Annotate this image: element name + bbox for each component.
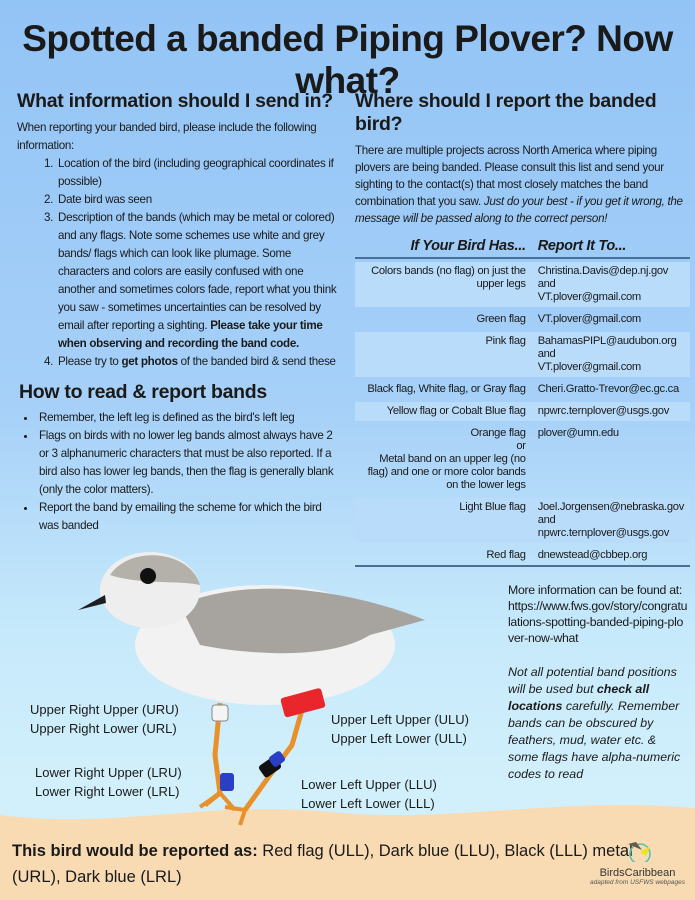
credit-text: adapted from USFWS webpages (589, 879, 686, 886)
dark-blue-band-lrl (220, 773, 234, 791)
col-header: If Your Bird Has... (355, 240, 532, 259)
contact-email[interactable]: plover@umn.edu (537, 427, 619, 439)
info-heading: What information should I send in? (17, 90, 333, 112)
band-description: Red flag (355, 546, 532, 567)
note-text: Not all potential band positions will be used but check all locations carefully. Remember bands can be obscured by feathers, mud, water etc. & some flags have alpha-numeric codes to read (508, 665, 681, 781)
example-report: This bird would be reported as: Red flag (ULL), Dark blue (LLU), Black (LLL) metal (URL), Dark blue (LRL) (12, 842, 633, 886)
label-ulu: Upper Left Upper (ULU) (331, 712, 469, 727)
report-intro: There are multiple projects across North America where piping plovers are being banded. Please consult this list and send your sighting to the contact(s) that most closely matches the band combination that you saw. Just do your best - if you get it wrong, the message will be passed along to the correct person! (355, 144, 683, 225)
band-description: Black flag, White flag, or Gray flag (367, 383, 526, 395)
label-ull: Upper Left Lower (ULL) (331, 731, 467, 746)
contact-email[interactable]: dnewstead@cbbep.org (532, 546, 690, 567)
table-row (355, 262, 690, 307)
label-lrl: Lower Right Lower (LRL) (35, 784, 180, 799)
poster-title: Spotted a banded Piping Plover? Now what? (22, 18, 673, 101)
list-item: 4. Please try to get photos of the banded bird & send these (56, 353, 342, 371)
band-description: Yellow flag or Cobalt Blue flag (355, 402, 532, 421)
table-row (355, 402, 690, 421)
band-description: Green flag (476, 313, 526, 325)
table-row (355, 380, 690, 399)
band-description: Orange flag or Metal band on an upper leg (no flag) and one or more color bands on the lower legs (367, 427, 526, 491)
label-llu: Lower Left Upper (LLU) (301, 777, 437, 792)
list-item: • Flags on birds with no lower leg bands almost always have 2 or 3 alphanumeric characters that must be also reported. If a bird also has lower leg bands, then the flag is generally blank (only the color matters). (37, 427, 342, 499)
band-description: Light Blue flag (355, 498, 532, 543)
label-url: Upper Right Lower (URL) (30, 721, 177, 736)
label-uru: Upper Right Upper (URU) (30, 702, 179, 717)
list-item: 3. Description of the bands (which may be metal or colored) and any flags. Note some schemes use white and grey bands/ flags which can look like plumage. Some characters and colors are easily confused with one another and sometimes colors fade, report what you think you saw - sometimes uncertainties can be resolved by email after reporting a sighting. Please take your time when observing and recording the band code. (56, 209, 342, 353)
read-heading: How to read & report bands (19, 381, 267, 403)
band-description: Pink flag (355, 332, 532, 377)
contact-email[interactable]: BahamasPIPL@audubon.org and VT.plover@gmail.com (532, 332, 690, 377)
contact-email[interactable]: Joel.Jorgensen@nebraska.gov and npwrc.ternplover@usgs.gov (532, 498, 690, 543)
contact-table (355, 237, 690, 570)
table-row (355, 332, 690, 377)
col-header: Report It To... (532, 240, 690, 259)
contact-email[interactable]: Cheri.Gratto-Trevor@ec.gc.ca (537, 383, 679, 395)
list-item: 1. Location of the bird (including geographical coordinates if possible) (56, 155, 342, 191)
label-lru: Lower Right Upper (LRU) (35, 765, 182, 780)
contact-email[interactable]: VT.plover@gmail.com (537, 313, 641, 325)
info-intro: When reporting your banded bird, please include the following information: (17, 121, 317, 152)
bird-logo-icon (618, 840, 658, 862)
read-section (17, 381, 342, 535)
table-row (355, 424, 690, 495)
list-item: 2. Date bird was seen (56, 191, 342, 209)
metal-band-url (212, 705, 228, 721)
table-row (355, 310, 690, 329)
report-heading: Where should I report the banded bird? (355, 90, 657, 135)
contact-email[interactable]: Christina.Davis@dep.nj.gov and VT.plover@gmail.com (532, 262, 690, 307)
list-item: • Report the band by emailing the scheme for which the bird was banded (37, 499, 342, 535)
birdscaribbean-logo: BirdsCaribbean adapted from USFWS webpages (585, 840, 690, 886)
label-lll: Lower Left Lower (LLL) (301, 796, 435, 811)
more-info-text: More information can be found at: https://www.fws.gov/story/congratulations-spotting-banded-piping-plover-now-what (508, 583, 688, 645)
contact-email[interactable]: npwrc.ternplover@usgs.gov (532, 402, 690, 421)
left-column (17, 90, 342, 535)
info-section (17, 90, 342, 371)
side-notes (508, 582, 688, 783)
list-item: • Remember, the left leg is defined as the bird's left leg (37, 409, 342, 427)
band-description: Colors bands (no flag) on just the upper legs (355, 262, 532, 307)
